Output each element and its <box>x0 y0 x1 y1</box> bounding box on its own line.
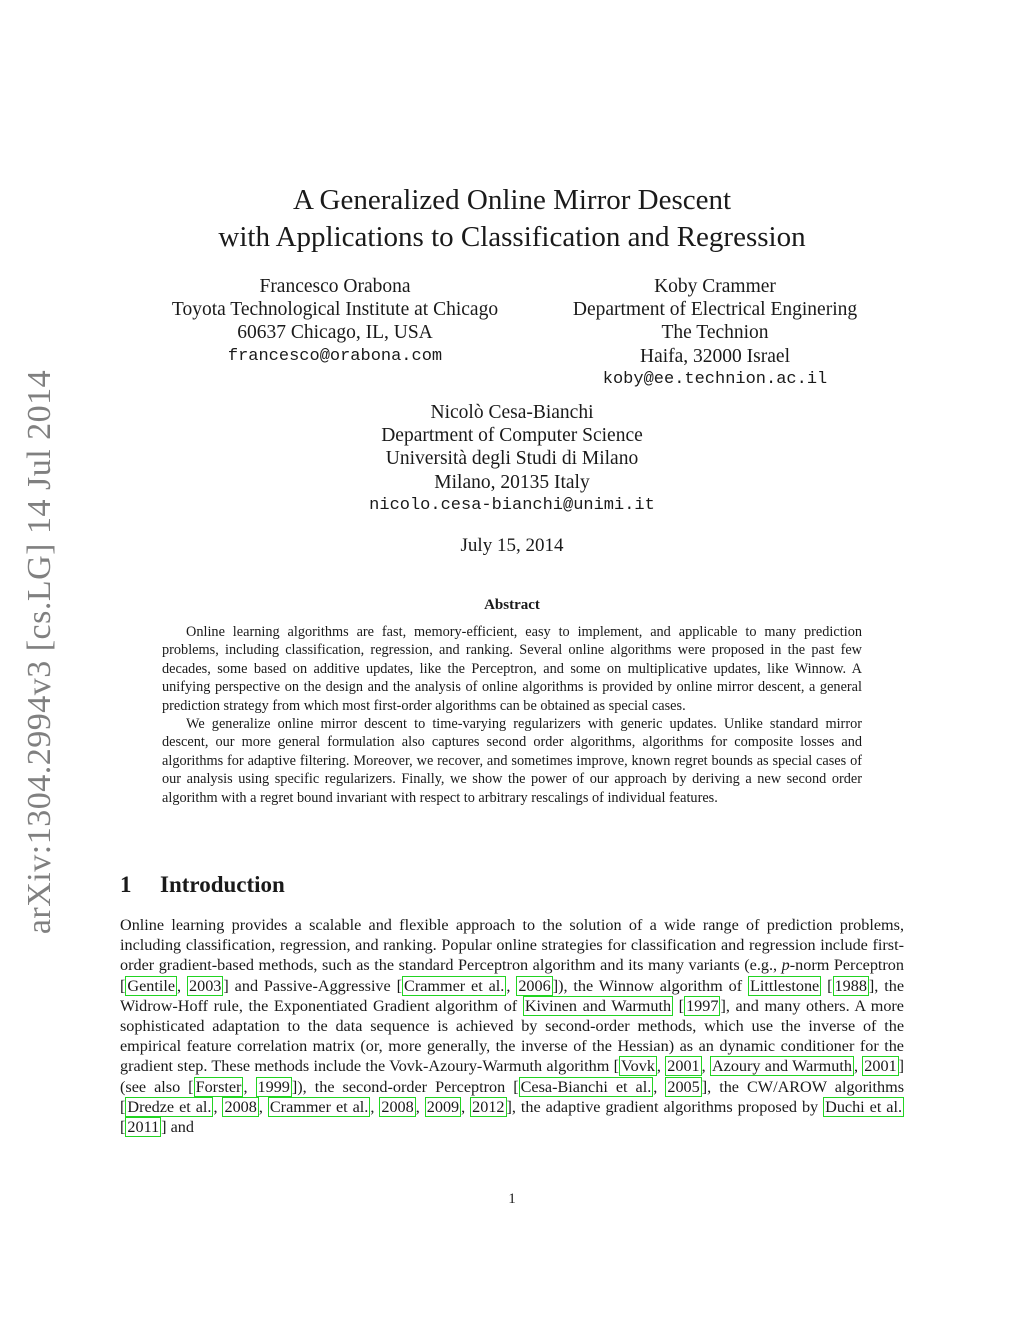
citation-link[interactable]: 1997 <box>686 996 719 1015</box>
intro-text: [ <box>120 1118 126 1137</box>
author-institution: Università degli Studi di Milano <box>385 448 639 470</box>
intro-text: ], and many others. A more sophisticated adaptation to the data sequence is achieved by second-order methods, which use the inverse of the empirical feature correlation matrix (or, more generally, the inverse of the Hessian) as an dynamic conditioner for the gradient step. These methods include the Vovk-Azoury-Warmuth algorithm [ <box>120 996 904 1076</box>
intro-text: , <box>506 976 517 995</box>
intro-text: ] (see also [ <box>120 1057 905 1096</box>
citation-link[interactable]: Kivinen and Warmuth <box>524 996 672 1015</box>
intro-text: ], the Widrow-Hoff rule, the Exponentiated Gradient algorithm of <box>120 976 905 1015</box>
citation-link[interactable]: Crammer et al. <box>404 976 505 995</box>
author-name: Francesco Orabona <box>259 276 411 297</box>
citation-link[interactable]: Crammer et al. <box>269 1097 369 1116</box>
intro-text: ]), the second-order Perceptron [ <box>291 1077 519 1096</box>
intro-text: , <box>853 1057 863 1076</box>
intro-text: ] and <box>161 1118 194 1137</box>
author-affiliation: Department of Computer Science <box>381 425 643 447</box>
intro-text: [ <box>673 996 685 1015</box>
citation-link[interactable]: Azoury and Warmuth <box>711 1057 852 1076</box>
citation-link[interactable]: 2003 <box>189 976 222 995</box>
author-affiliation: Department of Electrical Enginering <box>572 299 858 321</box>
intro-text: Online learning provides a scalable and flexible approach to the solution of a wide range of prediction problems, including classification, regression, and ranking. Popular online strategies for classification and regression include first-order gradient-based methods, such as the standard Perceptron algorithm and its many variants (e.g., <box>120 916 904 975</box>
arxiv-side-stamp: arXiv:1304.2994v3 [cs.LG] 14 Jul 2014 <box>21 369 58 935</box>
title-line-1: A Generalized Online Mirror Descent <box>292 184 732 216</box>
intro-text: , <box>653 1077 666 1096</box>
citation-link[interactable]: Forster <box>195 1077 242 1096</box>
author-institution: The Technion <box>661 322 769 344</box>
author-name: Koby Crammer <box>654 276 776 297</box>
citation-link[interactable]: 2008 <box>381 1097 414 1116</box>
section-heading-introduction <box>120 872 285 898</box>
author-email[interactable]: francesco@orabona.com <box>227 346 443 366</box>
intro-text: ], the CW/AROW algorithms [ <box>120 1077 904 1116</box>
citation-link[interactable]: 2009 <box>426 1097 460 1116</box>
citation-link[interactable]: 2011 <box>127 1118 160 1137</box>
citation-link[interactable]: Duchi et al. <box>825 1097 903 1116</box>
citation-link[interactable]: Littlestone <box>750 976 820 995</box>
author-address: Haifa, 32000 Israel <box>640 345 790 367</box>
intro-text: , <box>370 1097 380 1116</box>
intro-paragraph <box>120 915 904 1137</box>
author-email[interactable]: koby@ee.technion.ac.il <box>602 369 828 389</box>
author-cesa-bianchi <box>330 401 694 517</box>
section-number: 1 <box>120 872 132 897</box>
paper-date: July 15, 2014 <box>460 535 564 556</box>
author-affiliation: Toyota Technological Institute at Chicago <box>171 299 499 321</box>
author-email[interactable]: nicolo.cesa-bianchi@unimi.it <box>369 495 655 515</box>
intro-text: ] and Passive-Aggressive [ <box>223 976 403 995</box>
section-title: Introduction <box>160 872 285 897</box>
author-address: Milano, 20135 Italy <box>434 471 590 493</box>
intro-math-p: p <box>781 956 790 975</box>
intro-text: , <box>415 1097 425 1116</box>
intro-text: , <box>213 1097 223 1116</box>
intro-text: -norm Perceptron [ <box>120 956 904 995</box>
citation-link[interactable]: 2001 <box>864 1057 897 1076</box>
abstract-paragraph-2: We generalize online mirror descent to time-varying regularizers with generic updates. Unlike standard mirror descent, our more general formulation also captures second order algorithms, algorithms for composite losses and algorithms for adaptive filtering. Moreover, we recover, and sometimes improve, known regret bounds as special cases of our analysis using specific regularizers. Finally, we show the power of our approach by deriving a new second order algorithm with a regret bound invariant with respect to arbitrary rescalings of individual features. <box>162 716 862 806</box>
intro-text: ], the adaptive gradient algorithms proposed by <box>506 1097 824 1116</box>
introduction-body <box>120 915 904 1137</box>
author-orabona <box>150 275 520 368</box>
citation-link[interactable]: 2012 <box>472 1097 505 1116</box>
title-line-2: with Applications to Classification and Regression <box>218 221 806 253</box>
intro-text: , <box>177 976 187 995</box>
author-address: 60637 Chicago, IL, USA <box>237 322 433 344</box>
intro-text: ]), the Winnow algorithm of <box>552 976 749 995</box>
citation-link[interactable]: 2001 <box>667 1057 700 1076</box>
citation-link[interactable]: 2008 <box>224 1097 257 1116</box>
citation-link[interactable]: 1988 <box>834 976 867 995</box>
citation-link[interactable]: Cesa-Bianchi et al. <box>520 1077 652 1096</box>
paper-title <box>0 182 1024 256</box>
intro-text: , <box>258 1097 268 1116</box>
intro-text: , <box>461 1097 471 1116</box>
intro-text: [ <box>821 976 833 995</box>
citation-link[interactable]: Vovk <box>621 1057 655 1076</box>
citation-link[interactable]: 2005 <box>667 1077 700 1096</box>
citation-link[interactable]: 2006 <box>518 976 551 995</box>
citation-link[interactable]: 1999 <box>257 1077 290 1096</box>
intro-text: , <box>243 1077 256 1096</box>
abstract-paragraph-1: Online learning algorithms are fast, memory-efficient, easy to implement, and applicable to many prediction problems, including classification, regression, and ranking. Several online algorithms were proposed in the past few decades, some based on additive updates, like the Perceptron, and some on multiplicative updates, like Winnow. A unifying perspective on the design and the analysis of online algorithms is provided by online mirror descent, a general prediction strategy from which most first-order algorithms can be obtained as special cases. <box>162 624 862 714</box>
citation-link[interactable]: Dredze et al. <box>127 1097 212 1116</box>
intro-text: , <box>656 1057 666 1076</box>
intro-text: , <box>701 1057 710 1076</box>
abstract-body <box>162 623 862 807</box>
author-name: Nicolò Cesa-Bianchi <box>430 402 594 423</box>
citation-link[interactable]: Gentile <box>127 976 176 995</box>
author-crammer <box>550 275 880 391</box>
abstract-heading: Abstract <box>484 597 540 613</box>
page-number: 1 <box>508 1191 516 1207</box>
